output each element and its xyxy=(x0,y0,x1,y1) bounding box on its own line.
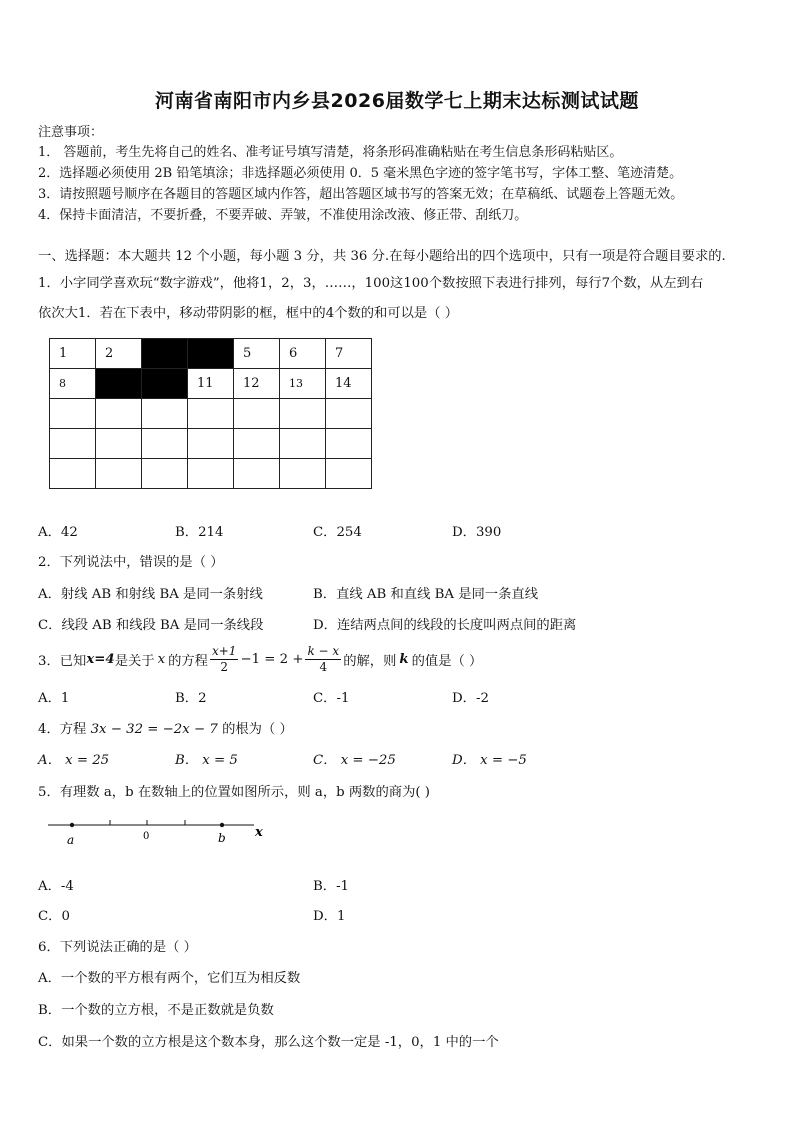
grid-cell xyxy=(234,429,280,459)
fraction-denominator: 2 xyxy=(220,659,229,674)
grid-cell xyxy=(280,459,326,489)
grid-cell: 6 xyxy=(280,339,326,369)
q1-stem-line1: 1．小字同学喜欢玩“数字游戏”，他将1，2，3，……，100这100个数按照下表进行排列，每行7个数，从左到右 xyxy=(38,276,704,291)
q3-suffix: 的解，则 xyxy=(343,653,397,669)
q3-option-d: D．-2 xyxy=(452,691,489,706)
label-x: x xyxy=(255,825,263,840)
q3-option-c: C．-1 xyxy=(313,691,350,706)
page-title: 河南省南阳市内乡县2026届数学七上期末达标测试试题 xyxy=(155,90,639,112)
note-item: 3．请按照题号顺序在各题目的答题区域内作答，超出答题区域书写的答案无效；在草稿纸、试题卷上答题无效。 xyxy=(38,187,684,202)
number-grid xyxy=(49,338,372,489)
grid-cell: 11 xyxy=(188,369,234,399)
grid-cell xyxy=(50,429,96,459)
grid-cell xyxy=(142,399,188,429)
q1-option-c: C．254 xyxy=(313,525,362,540)
fraction-denominator: 4 xyxy=(319,659,328,674)
q6-option-b: B．一个数的立方根，不是正数就是负数 xyxy=(38,1003,274,1018)
point-a xyxy=(70,823,74,827)
fraction-numerator: k − x xyxy=(307,643,340,658)
grid-cell xyxy=(188,429,234,459)
q5-option-b: B．-1 xyxy=(313,879,350,894)
grid-cell xyxy=(326,399,372,429)
q2-option-d: D．连结两点间的线段的长度叫两点间的距离 xyxy=(313,618,577,633)
label-a: a xyxy=(67,833,75,847)
q3-between: −1 = 2 + xyxy=(240,651,304,667)
grid-cell xyxy=(50,459,96,489)
note-item: 1． 答题前，考生先将自己的姓名、准考证号填写清楚，将条形码准确粘贴在考生信息条形码粘贴区。 xyxy=(38,145,623,160)
q3-option-b: B．2 xyxy=(175,691,207,706)
q4-option-d: D． x = −5 xyxy=(452,753,527,768)
q4-equation: 3x − 32 = −2x − 7 xyxy=(90,722,218,737)
q5-option-d: D．1 xyxy=(313,909,346,924)
label-zero: 0 xyxy=(143,831,150,842)
shaded-cell xyxy=(188,339,234,369)
q3-option-a: A．1 xyxy=(38,691,70,706)
grid-cell xyxy=(326,429,372,459)
grid-cell xyxy=(96,429,142,459)
q3-suffix2: 的值是（ ） xyxy=(411,653,483,669)
q2-option-b: B．直线 AB 和直线 BA 是同一条直线 xyxy=(313,587,538,602)
number-line xyxy=(44,814,274,850)
label-b: b xyxy=(218,831,226,845)
fraction xyxy=(305,644,341,675)
shaded-cell xyxy=(142,369,188,399)
grid-cell xyxy=(188,399,234,429)
grid-cell xyxy=(142,429,188,459)
grid-cell xyxy=(188,459,234,489)
shaded-cell xyxy=(96,369,142,399)
q3-prefix: 3．已知 xyxy=(38,653,87,669)
q3-condition: x=4 xyxy=(86,651,115,667)
q3-mid: 是关于 xyxy=(114,653,155,669)
point-b xyxy=(220,823,224,827)
q1-option-b: B．214 xyxy=(175,525,224,540)
q4-option-b: B． x = 5 xyxy=(175,753,238,768)
grid-cell xyxy=(96,399,142,429)
grid-cell: 13 xyxy=(280,369,326,399)
q4-prefix: 4．方程 xyxy=(38,722,87,737)
grid-cell xyxy=(96,459,142,489)
grid-cell: 1 xyxy=(50,339,96,369)
q3-k-variable: k xyxy=(399,651,409,667)
q4-option-a: A． x = 25 xyxy=(38,753,110,768)
section-heading: 一、选择题：本大题共 12 个小题，每小题 3 分，共 36 分.在每小题给出的四个选项中，只有一项是符合题目要求的. xyxy=(38,249,726,264)
note-item: 2．选择题必须使用 2B 铅笔填涂；非选择题必须使用 0．5 毫米黑色字迹的签字笔书写，字体工整、笔迹清楚。 xyxy=(38,166,683,181)
grid-cell: 14 xyxy=(326,369,372,399)
q3-variable: x xyxy=(157,651,166,667)
grid-cell xyxy=(234,459,280,489)
fraction-numerator: x+1 xyxy=(211,643,237,658)
grid-cell: 2 xyxy=(96,339,142,369)
grid-cell xyxy=(234,399,280,429)
q3-mid2: 的方程 xyxy=(168,653,208,669)
q2-stem: 2．下列说法中，错误的是（ ） xyxy=(38,555,224,570)
q4-suffix: 的根为（ ） xyxy=(222,722,293,737)
q1-option-a: A．42 xyxy=(38,525,78,540)
q6-option-c: C．如果一个数的立方根是这个数本身，那么这个数一定是 -1，0，1 中的一个 xyxy=(38,1035,499,1050)
q1-stem-line2: 依次大1．若在下表中，移动带阴影的框，框中的4个数的和可以是（ ） xyxy=(38,306,459,321)
q4-option-c: C． x = −25 xyxy=(313,753,396,768)
note-item: 4．保持卡面清洁，不要折叠，不要弄破、弄皱，不准使用涂改液、修正带、刮纸刀。 xyxy=(38,208,528,223)
q2-option-a: A．射线 AB 和射线 BA 是同一条射线 xyxy=(38,587,263,602)
q5-option-c: C．0 xyxy=(38,909,70,924)
q6-stem: 6．下列说法正确的是（ ） xyxy=(38,940,197,955)
grid-cell xyxy=(326,459,372,489)
grid-cell: 8 xyxy=(50,369,96,399)
q1-option-d: D．390 xyxy=(452,525,502,540)
grid-cell xyxy=(142,459,188,489)
q6-option-a: A．一个数的平方根有两个，它们互为相反数 xyxy=(38,971,301,986)
fraction xyxy=(210,644,238,675)
notes-heading: 注意事项： xyxy=(38,125,104,140)
q5-stem: 5．有理数 a，b 在数轴上的位置如图所示，则 a，b 两数的商为( ) xyxy=(38,785,430,800)
q2-option-c: C．线段 AB 和线段 BA 是同一条线段 xyxy=(38,618,264,633)
q4-stem xyxy=(38,718,293,737)
grid-cell: 12 xyxy=(234,369,280,399)
grid-cell xyxy=(50,399,96,429)
q3-stem xyxy=(38,640,482,678)
grid-cell: 7 xyxy=(326,339,372,369)
grid-cell: 5 xyxy=(234,339,280,369)
grid-cell xyxy=(280,429,326,459)
grid-cell xyxy=(280,399,326,429)
q5-option-a: A．-4 xyxy=(38,879,74,894)
shaded-cell xyxy=(142,339,188,369)
